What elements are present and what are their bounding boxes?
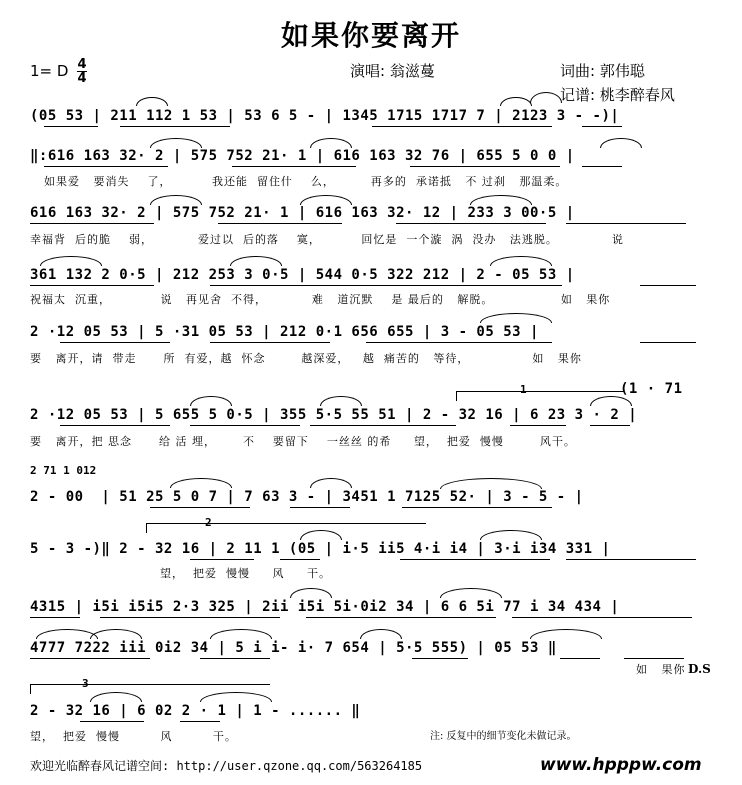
slur: [150, 138, 202, 148]
beam-underline: [566, 559, 696, 560]
slur: [40, 256, 102, 266]
lyrics-row-5: 要 离开，请 带走 所 有爱，越 怀念 越深爱， 越 痛苦的 等待， 如 果你: [30, 352, 582, 365]
staff-row-9: 4315 | i5i i5i5 2·3 325 | 2ii i5i 5i·0i2 34 | 6 6 5i 77 i 34 434 |: [30, 599, 620, 615]
staff-row-5: 2 ·12 05 53 | 5 ·31 05 53 | 212 0·1 656 655 | 3 - 05 53 |: [30, 324, 539, 340]
beam-underline: [120, 126, 230, 127]
slur: [480, 530, 542, 540]
slur: [310, 138, 352, 148]
lyrics-row-10: 如 果你: [636, 663, 686, 676]
beam-underline: [512, 617, 692, 618]
beam-underline: [402, 507, 552, 508]
slur: [90, 692, 142, 702]
slur: [230, 256, 282, 266]
volta-number-3: 3: [82, 677, 89, 690]
slur: [600, 138, 642, 148]
beam-underline: [190, 425, 300, 426]
slur: [480, 313, 552, 323]
slur: [150, 195, 202, 205]
ds-marking: D.S: [688, 662, 711, 676]
beam-underline: [640, 342, 696, 343]
beam-underline: [306, 617, 496, 618]
beam-underline: [560, 658, 600, 659]
beam-underline: [60, 342, 170, 343]
slur: [440, 478, 542, 489]
volta-bracket-3: [30, 684, 270, 685]
slur: [490, 256, 552, 266]
slur: [590, 396, 632, 406]
lyrics-row-6: 要 离开，把 思念 给 活 埋， 不 要留下 一丝丝 的希 望， 把爱 慢慢 风干。: [30, 435, 576, 448]
time-bottom: 4: [77, 71, 87, 86]
slur: [200, 692, 272, 702]
slur: [530, 92, 562, 103]
staff-row-4: 361 132 2 0·5 | 212 253 3 0·5 | 544 0·5 322 212 | 2 - 05 53 |: [30, 267, 575, 283]
transcriber: 记谱: 桃李醉春风: [560, 86, 675, 104]
beam-underline: [60, 425, 170, 426]
beam-underline: [400, 559, 550, 560]
staff-row-6: 2 ·12 05 53 | 5 655 5 0·5 | 355 5·5 55 51 | 2 - 32 16 | 6 23 3 · 2 |: [30, 407, 638, 423]
slur: [210, 629, 272, 639]
beam-underline: [280, 559, 320, 560]
beam-underline: [582, 166, 622, 167]
beam-underline: [80, 721, 144, 722]
beam-underline: [200, 658, 270, 659]
slur: [440, 588, 502, 598]
time-signature: [76, 58, 88, 85]
composer: 词曲: 郭伟聪: [560, 62, 645, 80]
beam-underline: [510, 425, 566, 426]
beam-underline: [366, 342, 552, 343]
slur: [170, 478, 232, 488]
beam-underline: [290, 507, 350, 508]
beam-underline: [190, 559, 254, 560]
slur: [290, 588, 332, 598]
staff-row-2: ‖:616 163 32· 2 | 575 752 21· 1 | 616 163 32 76 | 655 5 0 0 |: [30, 148, 575, 164]
beam-underline: [44, 126, 98, 127]
beam-underline: [180, 721, 220, 722]
volta-bracket-edge: [146, 523, 147, 533]
beam-underline: [590, 425, 630, 426]
slur: [136, 97, 168, 106]
beam-underline: [566, 223, 686, 224]
lyrics-row-3: 幸福背 后的脆 弱， 爱过以 后的落 寞， 回忆是 一个漩 涡 没办 法逃脱。 说: [30, 233, 624, 246]
beam-underline: [582, 126, 622, 127]
song-title: 如果你要离开: [280, 19, 461, 52]
ending-small-notes: 2 71 1 012: [30, 464, 97, 477]
staff-row-11: 2 - 32 16 | 6 02 2 · 1 | 1 - ...... ‖: [30, 703, 361, 719]
slur: [310, 478, 352, 488]
slur: [360, 629, 402, 639]
staff-row-1: (05 53 | 211 112 1 53 | 53 6 5 - | 1345 1715 1717 7 | 2123 3 - -)|: [30, 108, 620, 124]
beam-underline: [624, 658, 684, 659]
beam-underline: [30, 617, 80, 618]
slur: [36, 629, 98, 639]
slur: [300, 195, 352, 205]
beam-underline: [232, 166, 356, 167]
transcription-remark: 注: 反复中的细节变化未做记录。: [430, 731, 577, 742]
site-watermark: www.hpppw.com: [540, 755, 702, 775]
singer: 演唱: 翁滋蔓: [350, 62, 435, 80]
slur: [190, 396, 232, 406]
lyrics-row-11: 望， 把爱 慢慢 风 干。: [30, 730, 237, 743]
slur: [320, 396, 362, 406]
slur: [300, 530, 342, 540]
volta-bracket-2: [146, 523, 426, 524]
beam-underline: [44, 166, 168, 167]
beam-underline: [100, 617, 280, 618]
beam-underline: [30, 285, 154, 286]
visit-notice: 欢迎光临醉春风记谱空间: http://user.qzone.qq.com/563264185: [30, 759, 423, 773]
intro-paren-notes: (1 · 71: [620, 381, 683, 397]
time-top: 4: [77, 57, 87, 72]
volta-bracket-edge: [30, 684, 31, 694]
beam-underline: [396, 223, 546, 224]
beam-underline: [150, 507, 250, 508]
staff-row-7: 2 - 00 | 51 25 5 0 7 | 7 63 3 - | 3451 1 7125 52· | 3 - 5 - |: [30, 489, 584, 505]
slur: [470, 195, 532, 205]
slur: [530, 629, 602, 639]
slur: [500, 97, 532, 106]
beam-underline: [310, 425, 456, 426]
staff-row-8: 5 - 3 -)‖ 2 - 32 16 | 2 11 1 (05 | i·5 ii5 4·i i4 | 3·i i34 331 |: [30, 541, 611, 557]
beam-underline: [30, 658, 150, 659]
staff-row-3: 616 163 32· 2 | 575 752 21· 1 | 616 163 32· 12 | 233 3 00·5 |: [30, 205, 575, 221]
beam-underline: [392, 285, 562, 286]
volta-bracket-edge: [456, 391, 457, 401]
staff-row-10: 4777 7222 iii 0i2 34 | 5 i i- i· 7 654 | 5·5 555) | 05 53 ‖: [30, 640, 557, 656]
beam-underline: [30, 223, 154, 224]
beam-underline: [218, 223, 342, 224]
beam-underline: [410, 166, 560, 167]
slur: [90, 629, 142, 639]
volta-number-1: 1: [520, 383, 527, 396]
lyrics-row-2: 如果爱 要消失 了， 我还能 留住什 么， 再多的 承诺抵 不 过刹 那温柔。: [44, 175, 568, 188]
beam-underline: [210, 285, 400, 286]
beam-underline: [372, 126, 552, 127]
lyrics-row-8: 望， 把爱 慢慢 风 干。: [160, 567, 331, 580]
volta-bracket-1: [456, 391, 624, 392]
lyrics-row-4: 祝福太 沉重， 说 再见舍 不得， 难 道沉默 是 最后的 解脱。 如 果你: [30, 293, 611, 306]
volta-number-2: 2: [205, 516, 212, 529]
beam-underline: [412, 658, 468, 659]
key-signature: 1= D: [30, 62, 69, 80]
beam-underline: [210, 342, 330, 343]
beam-underline: [640, 285, 696, 286]
